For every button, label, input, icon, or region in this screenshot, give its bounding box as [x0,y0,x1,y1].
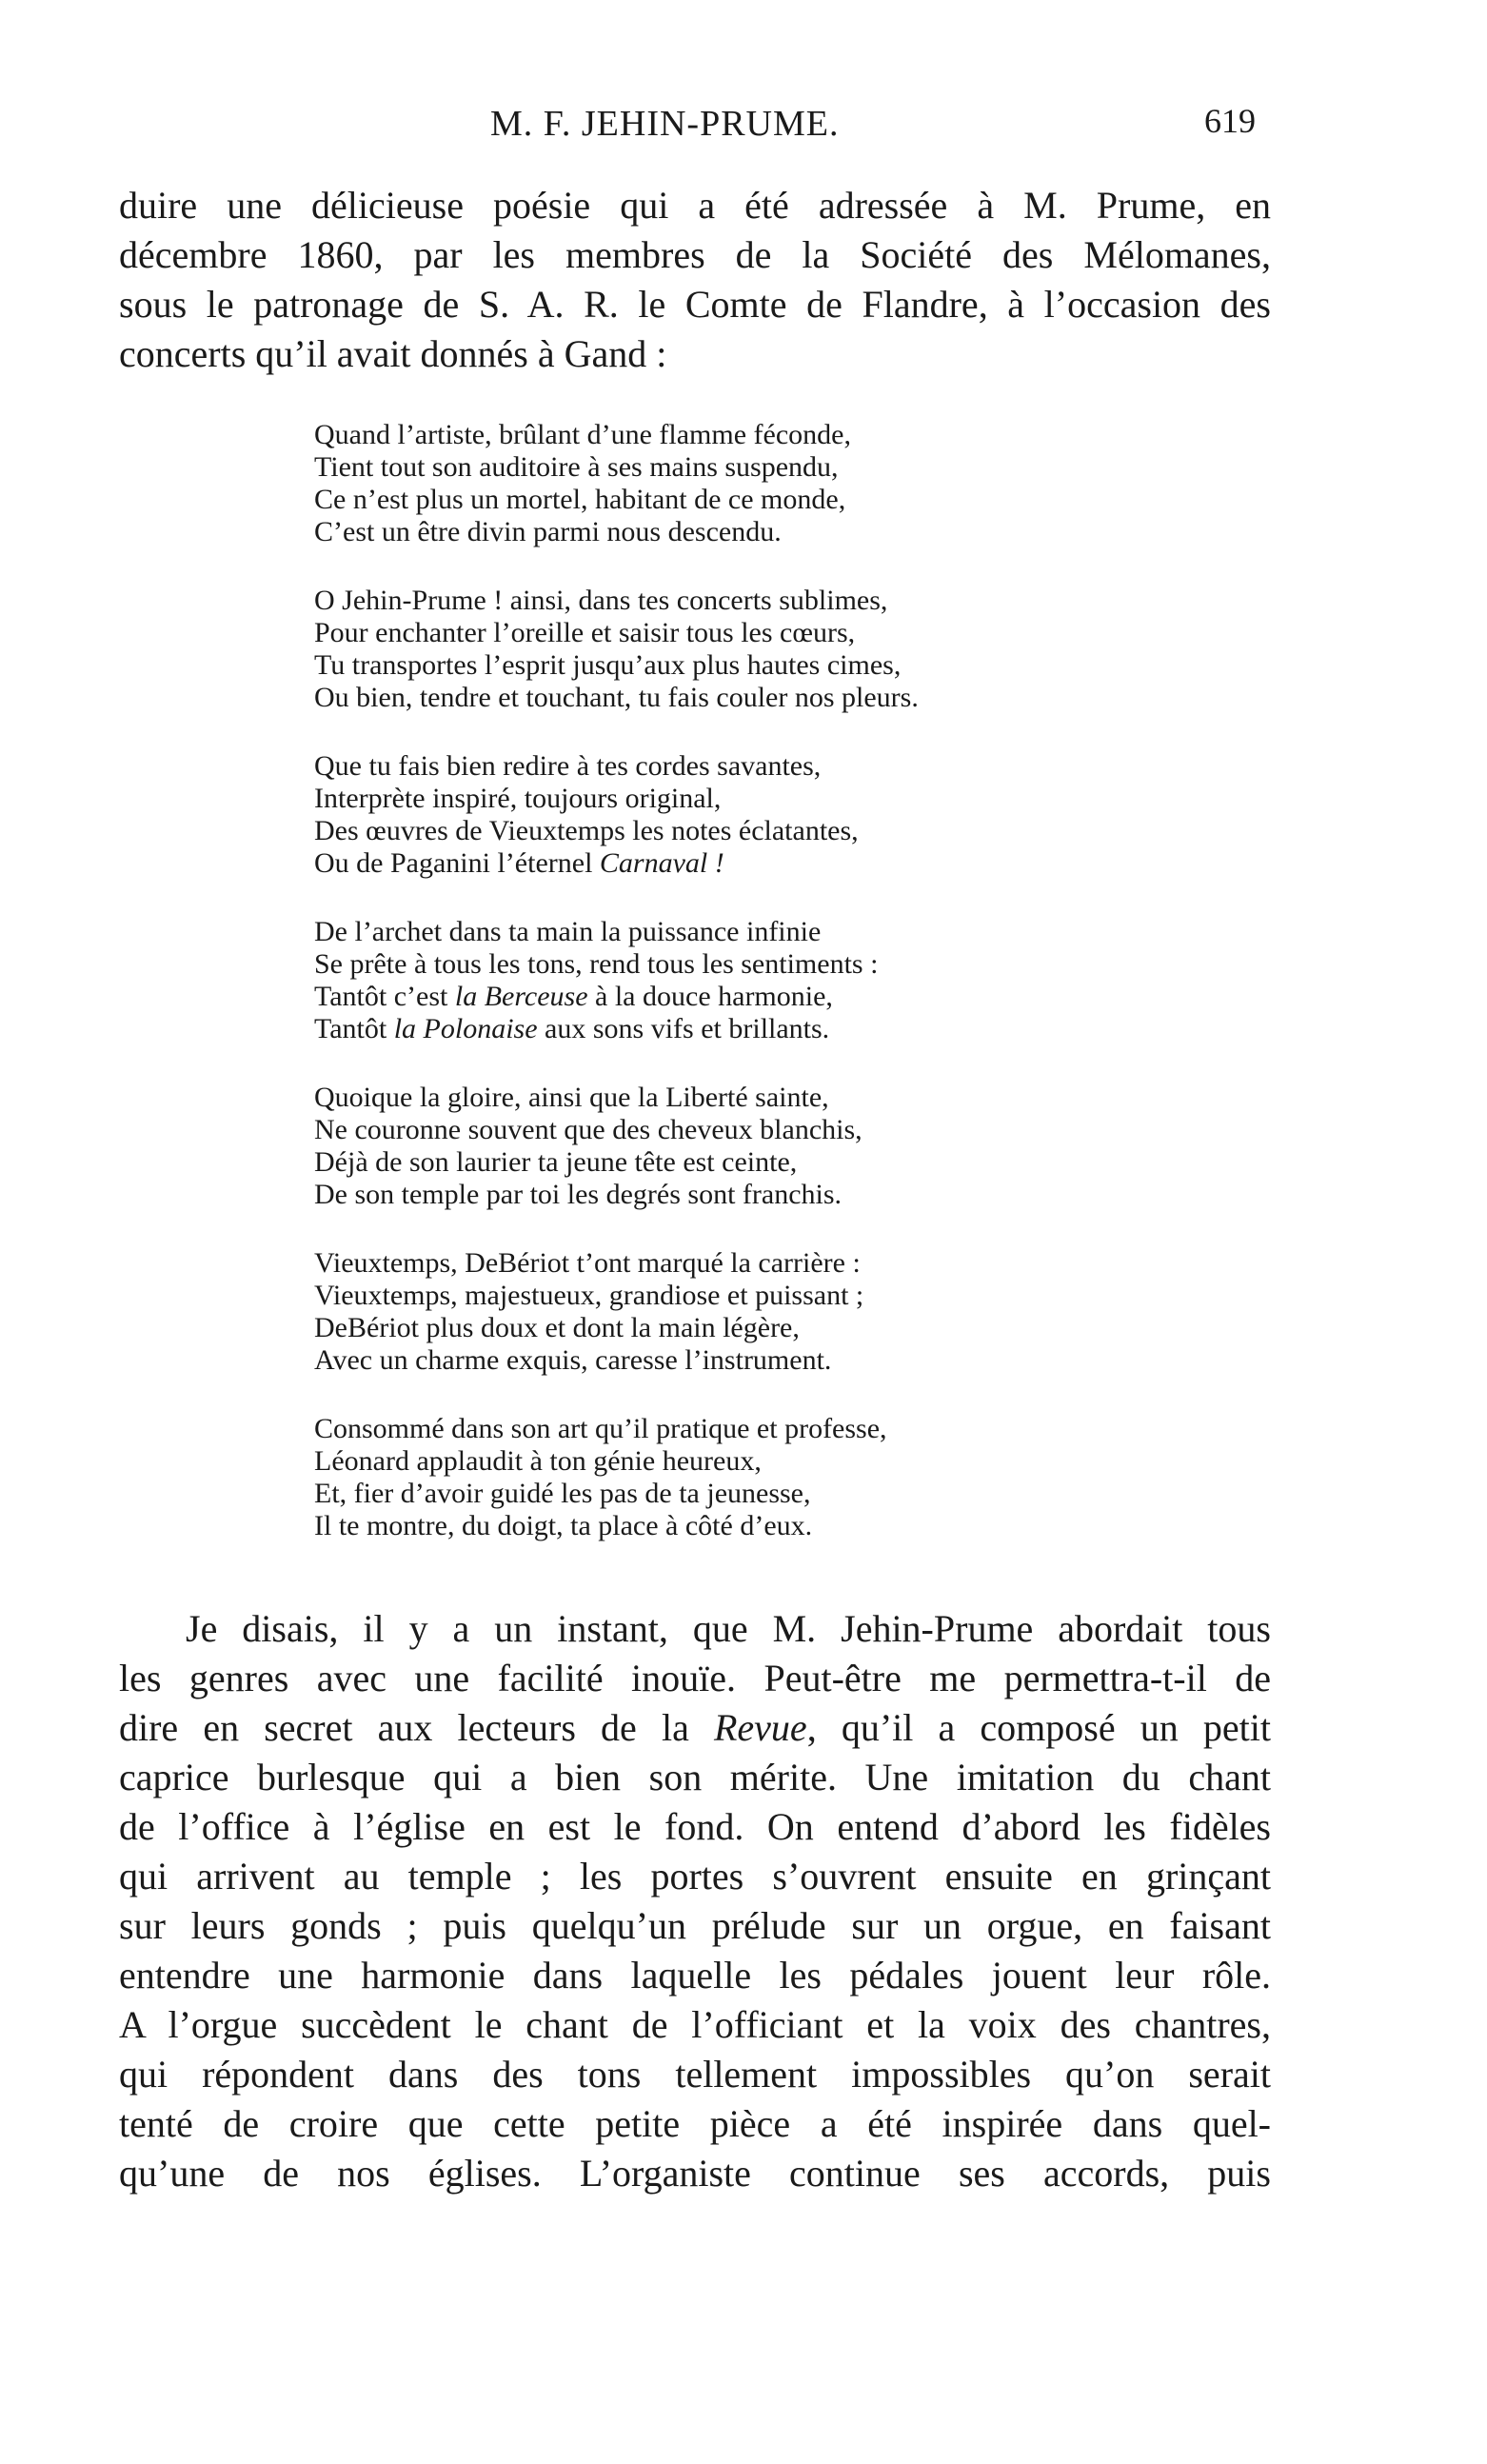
verse-italic-title: la Polonaise [393,1013,538,1044]
body-line: sur leurs gonds ; puis quelqu’un prélude sur un orgue, en faisant [119,1904,1271,1947]
verse-text: Tantôt c’est [314,981,448,1012]
verse-line: Consommé dans son art qu’il pratique et professe, [314,1413,887,1444]
body-paragraph [119,1604,1271,2198]
intro-line: décembre 1860, par les membres de la Société des Mélomanes, [119,233,1271,276]
verse-line: Tu transportes l’esprit jusqu’aux plus hautes cimes, [314,649,902,681]
intro-line: sous le patronage de S. A. R. le Comte de Flandre, à l’occasion des [119,283,1271,326]
verse-line: Il te montre, du doigt, ta place à côté d’eux. [314,1510,813,1541]
body-line: A l’orgue succèdent le chant de l’officiant et la voix des chantres, [119,2003,1271,2046]
verse-line: Des œuvres de Vieuxtemps les notes éclatantes, [314,815,859,846]
verse-line: DeBériot plus doux et dont la main légère, [314,1312,800,1343]
verse-line: De l’archet dans ta main la puissance infinie [314,916,822,947]
verse-line: Ce n’est plus un mortel, habitant de ce monde, [314,484,846,515]
verse-line: Pour enchanter l’oreille et saisir tous les cœurs, [314,617,856,648]
poem-stanza [314,750,1171,880]
verse-text: Ou de Paganini l’éternel [314,847,593,879]
verse-line: Léonard applaudit à ton génie heureux, [314,1445,762,1477]
poem-stanza [314,1413,1171,1542]
body-line: de l’office à l’église en est le fond. On entend d’abord les fidèles [119,1805,1271,1848]
intro-paragraph [119,181,1271,379]
poem-stanza [314,1247,1171,1377]
poem-stanza [314,585,1171,714]
body-line: tenté de croire que cette petite pièce a été inspirée dans quel- [119,2102,1271,2145]
verse-line [314,847,1171,880]
verse-line: O Jehin-Prume ! ainsi, dans tes concerts sublimes, [314,585,888,616]
body-text: , qu’il a composé un petit [806,1706,1271,1749]
body-line: qui arrivent au temple ; les portes s’ouvrent ensuite en grinçant [119,1855,1271,1898]
verse-line: Avec un charme exquis, caresse l’instrument. [314,1344,832,1376]
verse-line: Vieuxtemps, DeBériot t’ont marqué la carrière : [314,1247,861,1279]
body-text: dire en secret aux lecteurs de la [119,1706,689,1749]
verse-line [314,981,1171,1013]
body-line: Je disais, il y a un instant, que M. Jehin-Prume abordait tous [186,1607,1271,1650]
poem [314,419,1171,1579]
verse-line: Et, fier d’avoir guidé les pas de ta jeunesse, [314,1478,811,1509]
body-line: qui répondent dans des tons tellement impossibles qu’on serait [119,2053,1271,2096]
poem-stanza [314,419,1171,548]
verse-text: aux sons vifs et brillants. [545,1013,830,1044]
verse-line: Vieuxtemps, majestueux, grandiose et puissant ; [314,1280,864,1311]
journal-title: Revue [713,1706,807,1749]
verse-line: C’est un être divin parmi nous descendu. [314,516,782,547]
body-line: entendre une harmonie dans laquelle les pédales jouent leur rôle. [119,1954,1271,1997]
verse-line: Que tu fais bien redire à tes cordes savantes, [314,750,822,782]
poem-stanza [314,1082,1171,1211]
page-number: 619 [1204,102,1256,140]
verse-text: Tantôt [314,1013,387,1044]
verse-italic-title: Carnaval ! [599,847,724,879]
body-line: caprice burlesque qui a bien son mérite. Une imitation du chant [119,1756,1271,1798]
body-line [119,1703,1271,1753]
verse-line: Tient tout son auditoire à ses mains suspendu, [314,451,839,483]
verse-line: Interprète inspiré, toujours original, [314,783,722,814]
verse-line: Déjà de son laurier ta jeune tête est ceinte, [314,1146,798,1178]
body-line: qu’une de nos églises. L’organiste continue ses accords, puis [119,2152,1271,2195]
running-title: M. F. JEHIN-PRUME. [490,104,840,144]
verse-line: De son temple par toi les degrés sont franchis. [314,1179,843,1210]
verse-italic-title: la Berceuse [454,981,588,1012]
intro-line: duire une délicieuse poésie qui a été adressée à M. Prume, en [119,184,1271,227]
body-line: les genres avec une facilité inouïe. Peut-être me permettra-t-il de [119,1657,1271,1699]
verse-text: à la douce harmonie, [595,981,833,1012]
poem-stanza [314,916,1171,1045]
intro-line: concerts qu’il avait donnés à Gand : [119,332,667,375]
verse-line: Ou bien, tendre et touchant, tu fais couler nos pleurs. [314,682,919,713]
verse-line: Quoique la gloire, ainsi que la Liberté sainte, [314,1082,829,1113]
verse-line: Se prête à tous les tons, rend tous les sentiments : [314,948,879,980]
verse-line [314,1013,1171,1045]
verse-line: Ne couronne souvent que des cheveux blanchis, [314,1114,862,1145]
verse-line: Quand l’artiste, brûlant d’une flamme féconde, [314,419,851,450]
